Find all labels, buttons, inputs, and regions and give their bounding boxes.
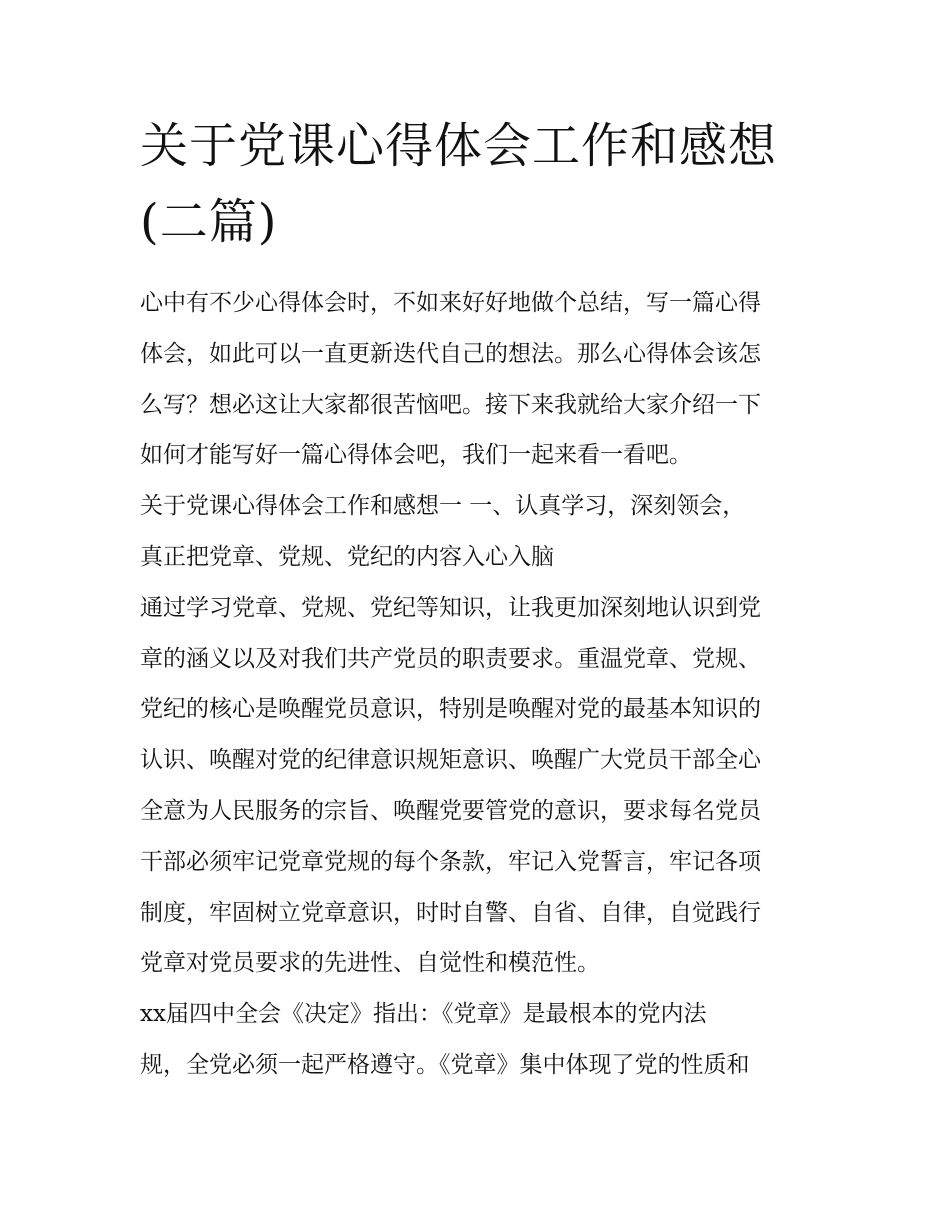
document-body <box>140 278 820 1091</box>
title-line: 关于党课心得体会工作和感想 <box>140 118 778 174</box>
body-line: 真正把党章、党规、党纪的内容入心入脑 <box>140 543 554 570</box>
body-line: 关于党课心得体会工作和感想一 一、认真学习，深刻领会， <box>140 493 746 520</box>
body-line: 么写？想必这让大家都很苦恼吧。接下来我就给大家介绍一下 <box>140 391 761 418</box>
body-line: 干部必须牢记党章党规的每个条款，牢记入党誓言，牢记各项 <box>140 848 761 875</box>
body-line: 通过学习党章、党规、党纪等知识，让我更加深刻地认识到党 <box>140 594 761 621</box>
body-line: 章的涵义以及对我们共产党员的职责要求。重温党章、党规、 <box>140 645 761 672</box>
document-title <box>140 108 820 260</box>
body-line: 党章对党员要求的先进性、自觉性和模范性。 <box>140 950 600 977</box>
body-line: 认识、唤醒对党的纪律意识规矩意识、唤醒广大党员干部全心 <box>140 747 761 774</box>
body-line: 全意为人民服务的宗旨、唤醒党要管党的意识，要求每名党员 <box>140 797 761 824</box>
body-line: xx届四中全会《决定》指出：《党章》是最根本的党内法 <box>140 1001 707 1028</box>
body-line: 心中有不少心得体会时，不如来好好地做个总结，写一篇心得 <box>140 290 761 316</box>
body-line: 体会，如此可以一直更新迭代自己的想法。那么心得体会该怎 <box>140 340 761 367</box>
body-line: 规，全党必须一起严格遵守。《党章》集中体现了党的性质和 <box>140 1051 750 1078</box>
title-line: (二篇) <box>140 194 278 250</box>
body-line: 如何才能写好一篇心得体会吧，我们一起来看一看吧。 <box>140 442 692 469</box>
body-line: 制度，牢固树立党章意识，时时自警、自省、自律，自觉践行 <box>140 899 761 926</box>
body-line: 党纪的核心是唤醒党员意识，特别是唤醒对党的最基本知识的 <box>140 696 761 723</box>
